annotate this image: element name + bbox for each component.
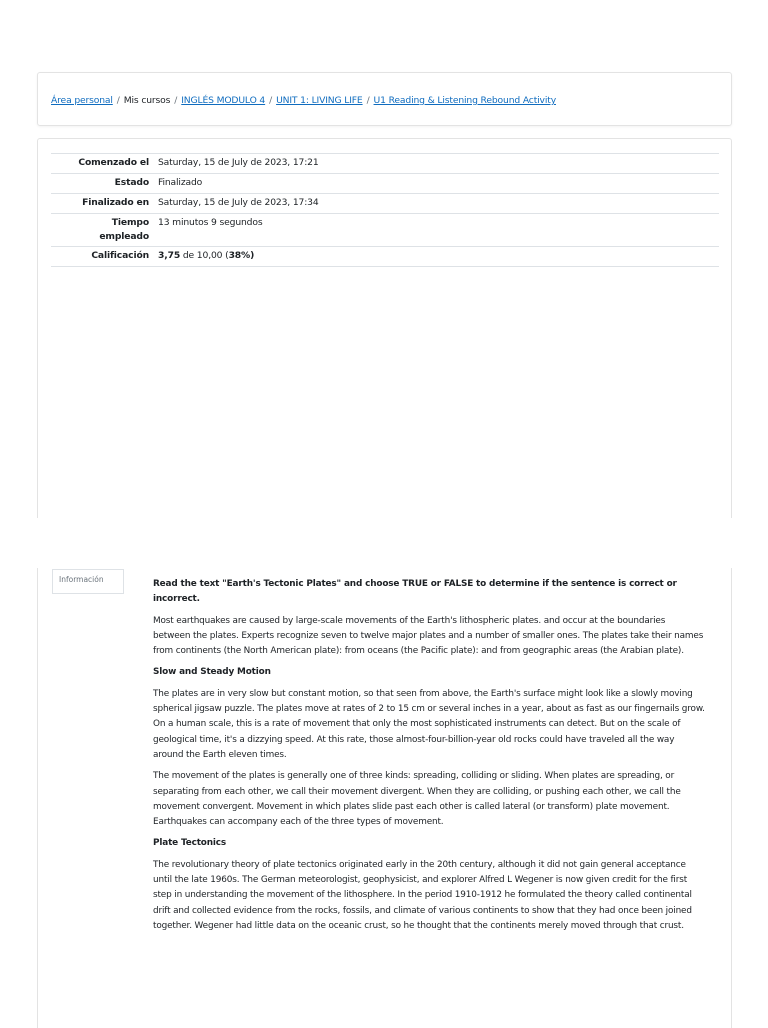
breadcrumb-link-activity[interactable]: U1 Reading & Listening Rebound Activity <box>373 95 556 106</box>
attempt-summary-table <box>51 153 719 267</box>
reading-heading-2: Plate Tectonics <box>153 838 227 849</box>
grade-close: ) <box>250 250 255 261</box>
breadcrumb <box>51 95 556 106</box>
grade-label: Calificación <box>91 250 149 261</box>
grade-out-of: de 10,00 ( <box>180 250 229 261</box>
started-value: Saturday, 15 de July de 2023, 17:21 <box>158 157 319 168</box>
question-info-box <box>52 569 124 594</box>
summary-row-time <box>51 214 719 247</box>
breadcrumb-card <box>37 72 732 126</box>
reading-heading-1: Slow and Steady Motion <box>153 667 271 678</box>
finished-value: Saturday, 15 de July de 2023, 17:34 <box>158 197 319 208</box>
state-label: Estado <box>114 177 149 188</box>
started-label: Comenzado el <box>78 157 149 168</box>
breadcrumb-link-unit[interactable]: UNIT 1: LIVING LIFE <box>276 95 363 106</box>
state-value: Finalizado <box>158 177 203 188</box>
finished-label: Finalizado en <box>82 197 149 208</box>
grade-score: 3,75 <box>158 250 181 261</box>
summary-row-grade <box>51 247 719 267</box>
question-text <box>153 577 705 940</box>
grade-value <box>154 247 719 267</box>
question-card <box>37 568 732 1028</box>
summary-row-state <box>51 174 719 194</box>
reading-paragraph-1: Most earthquakes are caused by large-scale movements of the Earth's lithospheric plates. and occur at the boundaries between the plates. Experts recognize seven to twelve major plates and a number of smaller ones. The plates take their names from continents (the North American plate): from oceans (the Pacific plate): and from geographic areas (the Arabian plate). <box>153 615 704 657</box>
reading-paragraph-4: The revolutionary theory of plate tectonics originated early in the 20th century, although it did not gain general acceptance until the late 1960s. The German meteorologist, geophysicist, and explorer Alfred L Wegener is now given credit for the first step in understanding the movement of the lithosphere. In the period 1910-1912 he formulated the theory called continental drift and collected evidence from the rocks, fossils, and climate of various continents to show that they had once been joined together. Wegener had little data on the oceanic crust, so he thought that the continents merely moved through that crust. <box>153 859 692 931</box>
breadcrumb-link-course[interactable]: INGLÉS MODULO 4 <box>181 95 266 106</box>
reading-paragraph-3: The movement of the plates is generally one of three kinds: spreading, colliding or sliding. When plates are spreading, or separating from each other, we call their movement divergent. When they are colliding, or pushing each other, we call the movement convergent. Movement in which plates slide past each other is called lateral (or transform) plate movement. Earthquakes can accompany each of the three types of movement. <box>153 771 681 828</box>
question-instruction: Read the text "Earth's Tectonic Plates" and choose TRUE or FALSE to determine if the sentence is correct or incorrect. <box>153 579 677 605</box>
breadcrumb-separator: / <box>366 95 370 106</box>
breadcrumb-link-area-personal[interactable]: Área personal <box>51 95 113 106</box>
time-value: 13 minutos 9 segundos <box>158 217 263 228</box>
question-info-label: Información <box>59 575 104 584</box>
grade-percent: 38% <box>228 250 251 261</box>
time-label-line1: Tiempo <box>111 217 149 228</box>
breadcrumb-separator: / <box>269 95 273 106</box>
time-label <box>51 214 154 247</box>
breadcrumb-separator: / <box>116 95 120 106</box>
reading-paragraph-2: The plates are in very slow but constant motion, so that seen from above, the Earth's surface might look like a slowly moving spherical jigsaw puzzle. The plates move at rates of 2 to 15 cm or several inches in a year, about as fast as our fingernails grow. On a human scale, this is a rate of movement that only the most sophisticated instruments can detect. But on the scale of geological time, it's a dizzying speed. At this rate, those almost-four-billion-year old rocks could have traveled all the way around the Earth eleven times. <box>153 688 705 760</box>
breadcrumb-item-mis-cursos: Mis cursos <box>123 95 171 106</box>
breadcrumb-separator: / <box>174 95 178 106</box>
summary-row-started <box>51 154 719 174</box>
summary-row-finished <box>51 194 719 214</box>
attempt-summary-card <box>37 138 732 518</box>
time-label-line2: empleado <box>99 231 149 242</box>
